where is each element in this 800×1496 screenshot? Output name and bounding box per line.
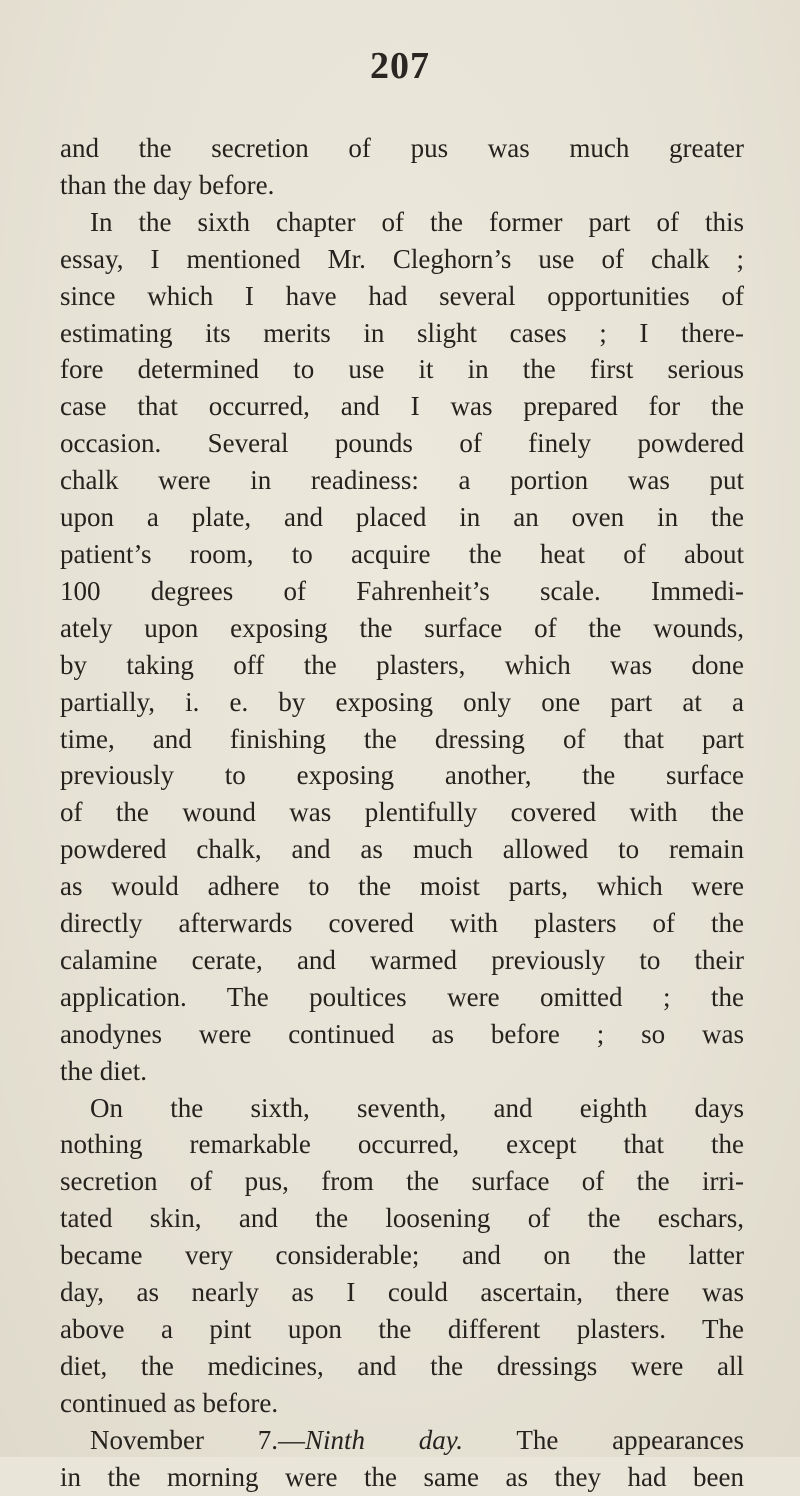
text-line: than the day before. [60,169,275,200]
text-line: case that occurred, and I was prepared for the [60,391,744,422]
text-line: since which I have had several opportunities of [60,280,744,311]
text-line: ately upon exposing the surface of the wounds, [60,612,744,643]
text-line: the diet. [60,1055,147,1086]
text-line: by taking off the plasters, which was done [60,649,744,680]
text-line: fore determined to use it in the first serious [60,354,744,385]
body-text [60,130,744,1496]
paragraph [60,1090,744,1422]
text-line: chalk were in readiness: a portion was put [60,465,744,496]
paragraph [60,1422,744,1496]
text-line: previously to exposing another, the surface [60,760,744,791]
text-line: tated skin, and the loosening of the eschars, [60,1203,744,1234]
text-line: as would adhere to the moist parts, which were [60,871,744,902]
text-line: essay, I mentioned Mr. Cleghorn’s use of chalk ; [60,243,744,274]
text-line: day, as nearly as I could ascertain, there was [60,1277,744,1308]
text-line: and the secretion of pus was much greater [60,133,744,163]
page-number: 207 [370,45,430,87]
text-line: application. The poultices were omitted ; the [60,981,744,1012]
text-line: secretion of pus, from the surface of the irri- [60,1166,744,1197]
entry-date: November 7. [90,1424,278,1455]
text-line: directly afterwards covered with plasters of the [60,908,744,939]
text-line: time, and finishing the dressing of that part [60,723,744,754]
text-line: occasion. Several pounds of finely powdered [60,428,744,459]
text-fragment: The appearances [463,1424,744,1455]
day-label: Ninth day. [305,1424,464,1455]
text-line: powdered chalk, and as much allowed to remain [60,834,744,865]
em-dash: — [278,1424,305,1455]
text-line: nothing remarkable occurred, except that the [60,1129,744,1160]
text-line: became very considerable; and on the latter [60,1240,744,1271]
text-line: in the morning were the same as they had been [60,1461,744,1492]
text-line: In the sixth chapter of the former part of this [90,206,744,237]
paragraph [60,130,744,204]
text-line: 100 degrees of Fahrenheit’s scale. Immedi- [60,575,744,606]
text-line [60,1422,744,1459]
text-line: continued as before. [60,1387,279,1418]
text-line: diet, the medicines, and the dressings were all [60,1350,744,1381]
text-line: On the sixth, seventh, and eighth days [90,1092,744,1123]
text-line: patient’s room, to acquire the heat of about [60,538,744,569]
text-line: calamine cerate, and warmed previously to their [60,944,744,975]
text-line: anodynes were continued as before ; so was [60,1018,744,1049]
paragraph [60,204,744,1090]
text-line: above a pint upon the different plasters. The [60,1314,744,1344]
text-line: estimating its merits in slight cases ; I there- [60,317,744,348]
text-line: of the wound was plentifully covered with the [60,797,744,828]
text-line: upon a plate, and placed in an oven in the [60,502,744,533]
text-line: partially, i. e. by exposing only one part at a [60,686,744,717]
